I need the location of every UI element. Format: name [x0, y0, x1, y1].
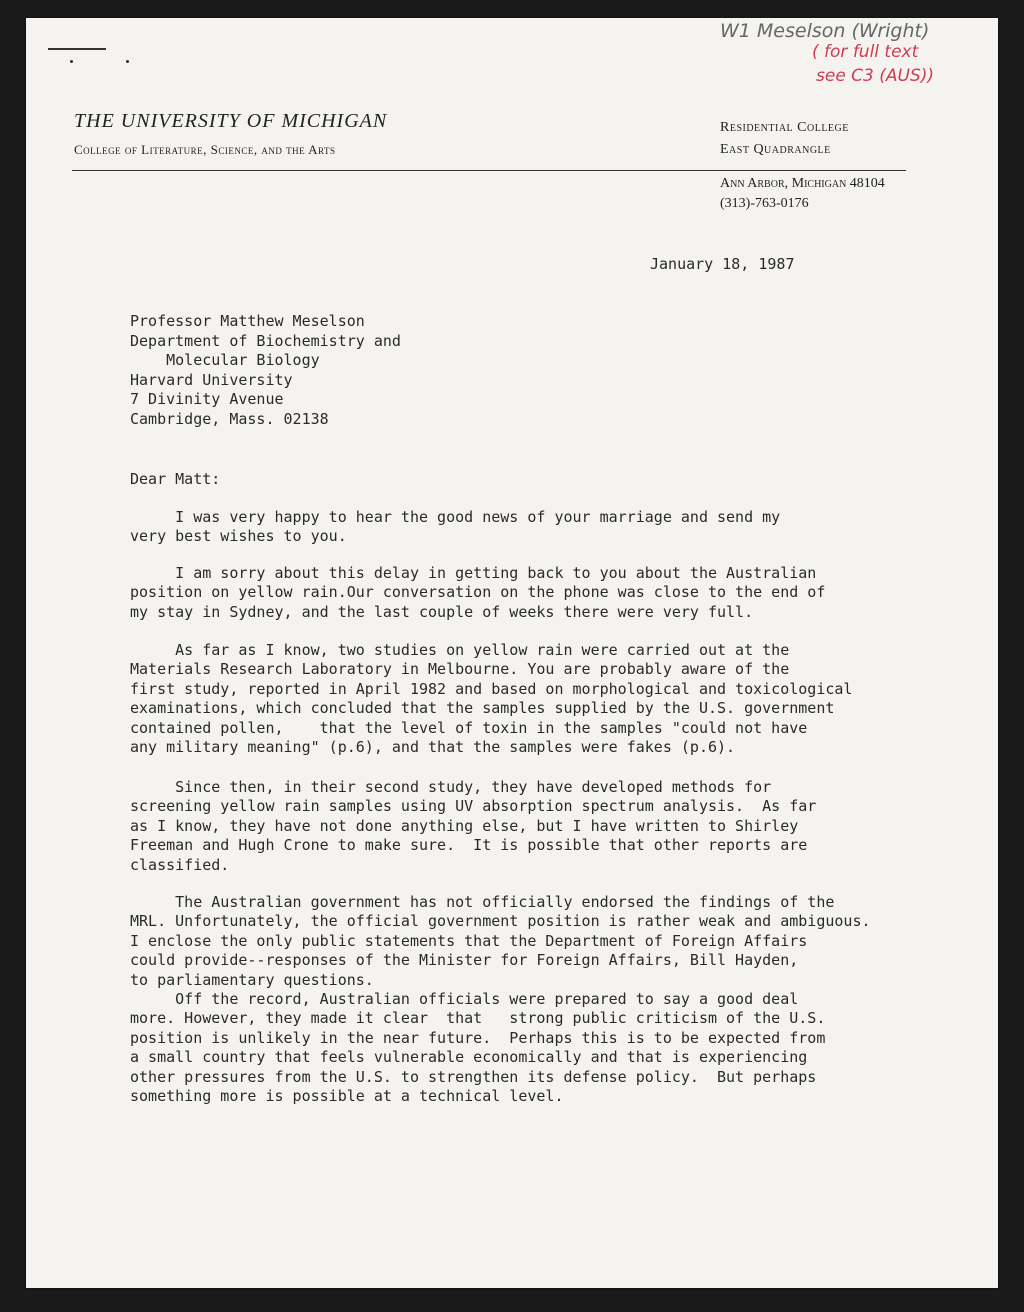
text-line: Materials Research Laboratory in Melbourne. You are probably aware of the: [130, 660, 790, 679]
recipient-line: Department of Biochemistry and: [130, 331, 401, 350]
recipient-line: 7 Divinity Avenue: [130, 390, 284, 408]
residential-college: Residential College: [720, 120, 849, 135]
address-phone: (313)-763-0176: [720, 196, 809, 211]
handwritten-note-line2: ( for full text: [812, 42, 919, 62]
text-line: first study, reported in April 1982 and based on morphological and toxicological: [130, 679, 853, 698]
paragraph: [130, 564, 825, 622]
text-line: a small country that feels vulnerable economically and that is experiencing: [130, 1048, 808, 1067]
recipient-line: Molecular Biology: [130, 351, 320, 369]
recipient-line: Cambridge, Mass. 02138: [130, 409, 329, 428]
dot-mark: [70, 60, 73, 63]
text-line: examinations, which concluded that the samples supplied by the U.S. government: [130, 699, 835, 718]
paragraph: [130, 778, 816, 875]
recipient-address: [130, 312, 401, 429]
letterhead-rule: [72, 170, 906, 171]
text-line: screening yellow rain samples using UV absorption spectrum analysis. As far: [130, 797, 817, 816]
recipient-line: Harvard University: [130, 370, 293, 389]
salutation: Dear Matt:: [130, 470, 221, 488]
text-line: my stay in Sydney, and the last couple of weeks there were very full.: [130, 602, 754, 621]
text-line: other pressures from the U.S. to strengthen its defense policy. But perhaps: [130, 1067, 817, 1086]
text-line: very best wishes to you.: [130, 527, 347, 546]
college-name: College of Literature, Science, and the Arts: [74, 142, 336, 157]
text-line: to parliamentary questions.: [130, 970, 374, 989]
paragraph: [130, 641, 852, 757]
letter-date: January 18, 1987: [650, 255, 795, 273]
text-line: Freeman and Hugh Crone to make sure. It is possible that other reports are: [130, 836, 808, 855]
university-name: THE UNIVERSITY OF MICHIGAN: [74, 110, 388, 132]
letter-page: [26, 18, 998, 1288]
text-line: could provide--responses of the Minister for Foreign Affairs, Bill Hayden,: [130, 951, 799, 970]
handwritten-note-line1: W1 Meselson (Wright): [720, 20, 930, 42]
text-line: Since then, in their second study, they have developed methods for: [130, 778, 772, 796]
dash-mark: [48, 48, 106, 50]
text-line: more. However, they made it clear that strong public criticism of the U.S.: [130, 1009, 826, 1028]
text-line: position is unlikely in the near future. Perhaps this is to be expected from: [130, 1028, 826, 1047]
dot-mark: [126, 60, 129, 63]
text-line: any military meaning" (p.6), and that the samples were fakes (p.6).: [130, 738, 736, 757]
paragraph: [130, 508, 780, 547]
text-line: Off the record, Australian officials were prepared to say a good deal: [130, 990, 799, 1008]
text-line: I enclose the only public statements that the Department of Foreign Affairs: [130, 931, 808, 950]
paragraph: [130, 893, 871, 990]
text-line: I was very happy to hear the good news of your marriage and send my: [130, 508, 781, 526]
text-line: classified.: [130, 855, 230, 874]
text-line: As far as I know, two studies on yellow rain were carried out at the: [130, 641, 790, 659]
handwritten-note-line3: see C3 (AUS)): [816, 66, 935, 86]
recipient-line: Professor Matthew Meselson: [130, 312, 365, 330]
text-line: The Australian government has not officially endorsed the findings of the: [130, 893, 835, 911]
east-quadrangle: East Quadrangle: [720, 142, 831, 157]
address-city: Ann Arbor, Michigan 48104: [720, 176, 885, 191]
text-line: I am sorry about this delay in getting back to you about the Australian: [130, 564, 817, 582]
text-line: as I know, they have not done anything else, but I have written to Shirley: [130, 816, 799, 835]
text-line: contained pollen, that the level of toxin in the samples "could not have: [130, 718, 808, 737]
text-line: MRL. Unfortunately, the official government position is rather weak and ambiguous.: [130, 912, 871, 931]
text-line: something more is possible at a technical level.: [130, 1087, 564, 1106]
text-line: position on yellow rain.Our conversation on the phone was close to the end of: [130, 583, 826, 602]
paragraph: [130, 990, 825, 1106]
